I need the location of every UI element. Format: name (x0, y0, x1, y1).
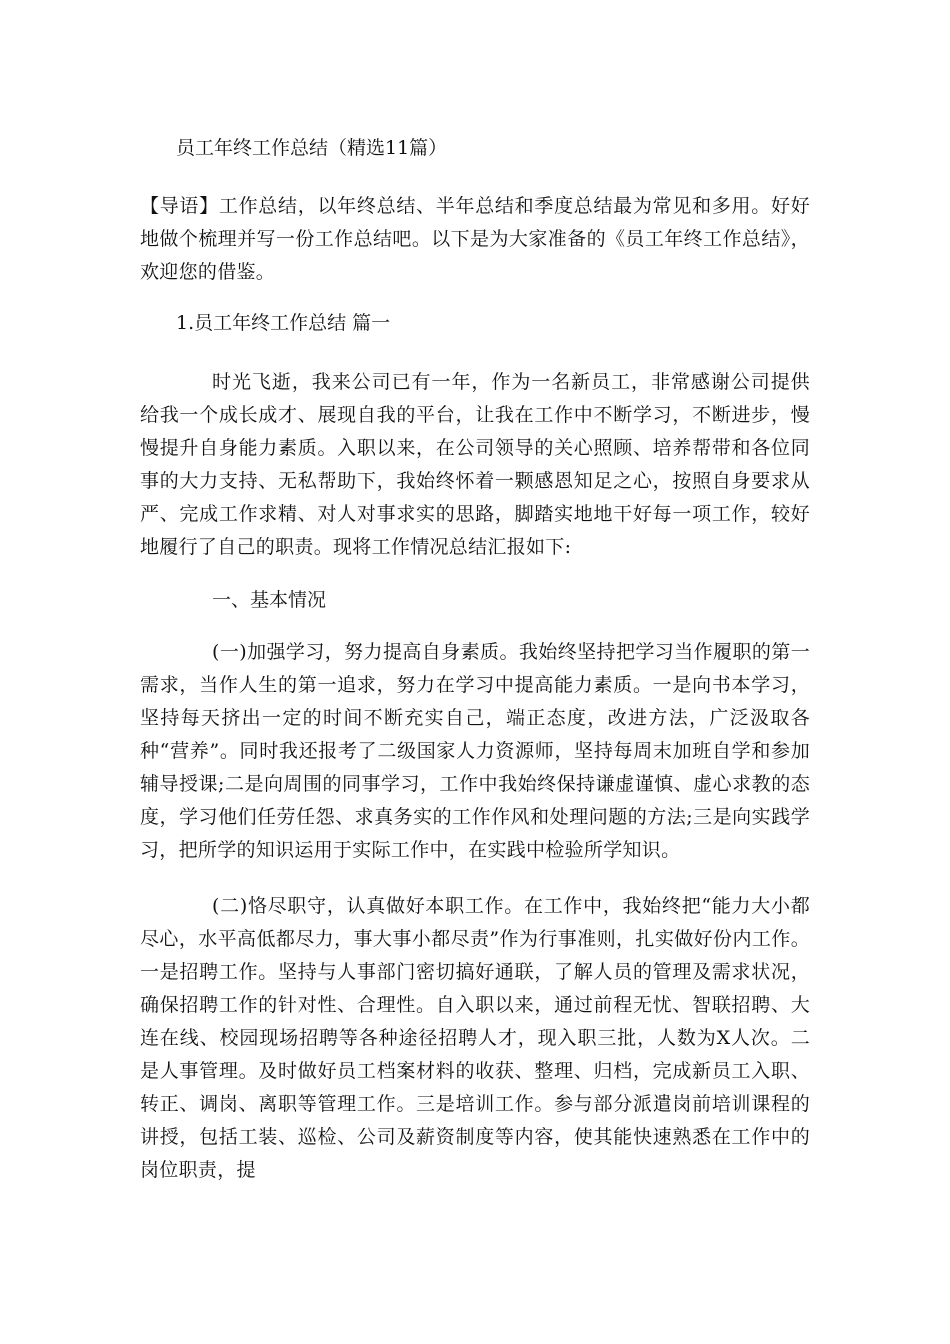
body-paragraph-2: (一)加强学习，努力提高自身素质。我始终坚持把学习当作履职的第一需求，当作人生的第一追求，努力在学习中提高能力素质。一是向书本学习，坚持每天挤出一定的时间不断充实自己，端正态度，改进方法，广泛汲取各种“营养”。同时我还报考了二级国家人力资源师，坚持每周末加班自学和参加辅导授课;二是向周围的同事学习，工作中我始终保持谦虚谨慎、虚心求教的态度，学习他们任劳任怨、求真务实的工作作风和处理问题的方法;三是向实践学习，把所学的知识运用于实际工作中，在实践中检验所学知识。 (140, 641, 810, 861)
subsection-heading: 一、基本情况 (212, 589, 327, 611)
body-paragraph-3: (二)恪尽职守，认真做好本职工作。在工作中，我始终把“能力大小都尽心，水平高低都尽力，事大事小都尽责”作为行事准则，扎实做好份内工作。一是招聘工作。坚持与人事部门密切搞好通联，了解人员的管理及需求状况，确保招聘工作的针对性、合理性。自入职以来，通过前程无忧、智联招聘、大连在线、校园现场招聘等各种途径招聘人才，现入职三批，人数为X人次。二是人事管理。及时做好员工档案材料的收获、整理、归档，完成新员工入职、转正、调岗、离职等管理工作。三是培训工作。参与部分派遣岗前培训课程的讲授，包括工装、巡检、公司及薪资制度等内容，使其能快速熟悉在工作中的岗位职责，提 (140, 895, 810, 1181)
intro-paragraph: 【导语】工作总结，以年终总结、半年总结和季度总结最为常见和多用。好好地做个梳理并写一份工作总结吧。以下是为大家准备的《员工年终工作总结》，欢迎您的借鉴。 (140, 195, 810, 283)
body-paragraph-1: 时光飞逝，我来公司已有一年，作为一名新员工，非常感谢公司提供给我一个成长成才、展现自我的平台，让我在工作中不断学习，不断进步，慢慢提升自身能力素质。入职以来，在公司领导的关心照顾、培养帮带和各位同事的大力支持、无私帮助下，我始终怀着一颗感恩知足之心，按照自身要求从严、完成工作求精、对人对事求实的思路，脚踏实地地干好每一项工作，较好地履行了自己的职责。现将工作情况总结汇报如下: (140, 371, 810, 558)
section-heading: 1.员工年终工作总结 篇一 (176, 312, 391, 334)
document-title: 员工年终工作总结（精选11篇） (176, 137, 448, 159)
